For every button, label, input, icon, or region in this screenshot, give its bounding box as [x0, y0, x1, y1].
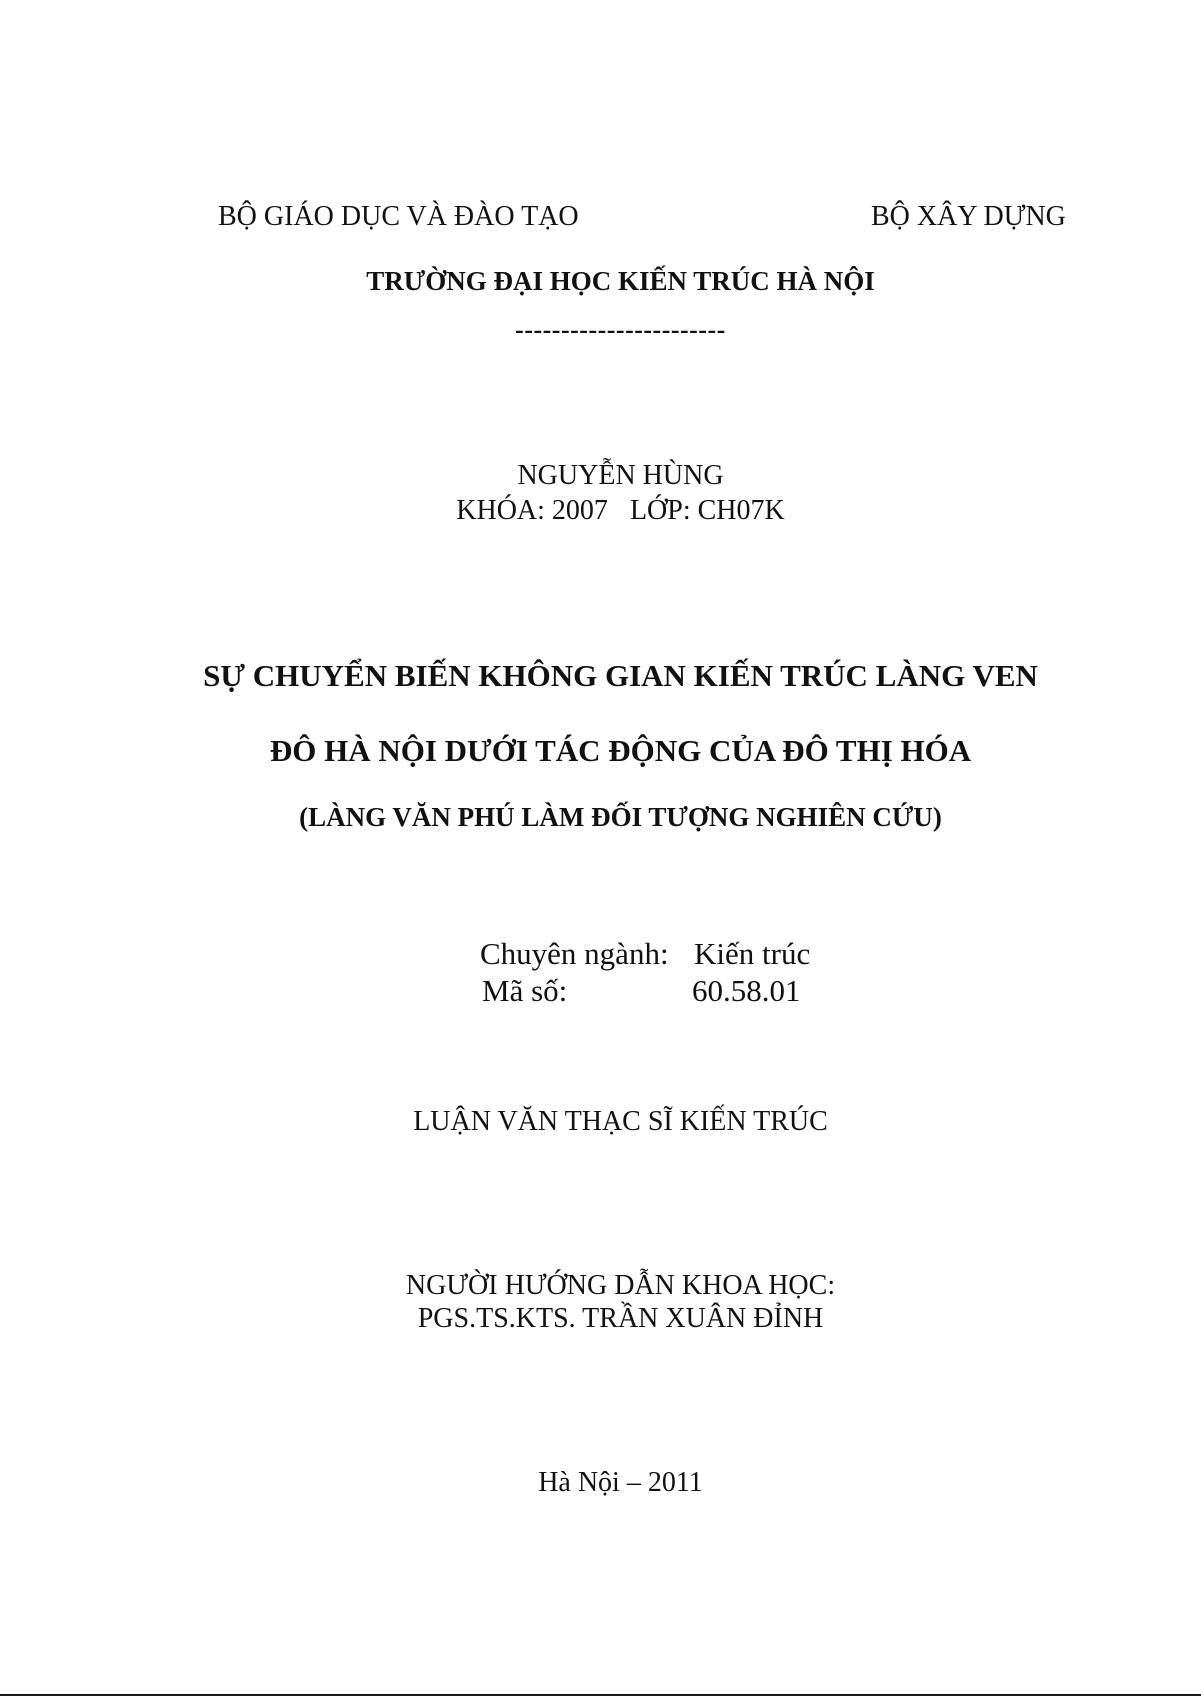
advisor-name: PGS.TS.KTS. TRẦN XUÂN ĐỈNH [417, 1303, 824, 1334]
course-label: KHÓA: 2007 [456, 495, 608, 526]
place-and-year: Hà Nội – 2011 [538, 1467, 703, 1498]
code-value: 60.58.01 [692, 973, 801, 1008]
author-name: NGUYỄN HÙNG [517, 460, 724, 491]
thesis-title-line-1: SỰ CHUYỂN BIẾN KHÔNG GIAN KIẾN TRÚC LÀNG VEN [203, 658, 1038, 693]
ministry-construction: BỘ XÂY DỰNG [871, 201, 1066, 232]
header-divider: ----------------------- [515, 315, 726, 344]
degree-title: LUẬN VĂN THẠC SĨ KIẾN TRÚC [413, 1106, 828, 1137]
university-name: TRƯỜNG ĐẠI HỌC KIẾN TRÚC HÀ NỘI [366, 266, 875, 296]
code-label: Mã số: [482, 973, 568, 1008]
bottom-page-edge [0, 1694, 1201, 1696]
ministry-education: BỘ GIÁO DỤC VÀ ĐÀO TẠO [218, 201, 579, 232]
thesis-subtitle: (LÀNG VĂN PHÚ LÀM ĐỐI TƯỢNG NGHIÊN CỨU) [299, 802, 942, 832]
thesis-title-line-2: ĐÔ HÀ NỘI DƯỚI TÁC ĐỘNG CỦA ĐÔ THỊ HÓA [269, 733, 972, 768]
course-class-line [0, 494, 1201, 528]
major-label: Chuyên ngành: [480, 936, 669, 971]
advisor-label: NGƯỜI HƯỚNG DẪN KHOA HỌC: [405, 1270, 836, 1301]
class-label: LỚP: CH07K [629, 495, 785, 526]
major-value: Kiến trúc [694, 936, 811, 971]
